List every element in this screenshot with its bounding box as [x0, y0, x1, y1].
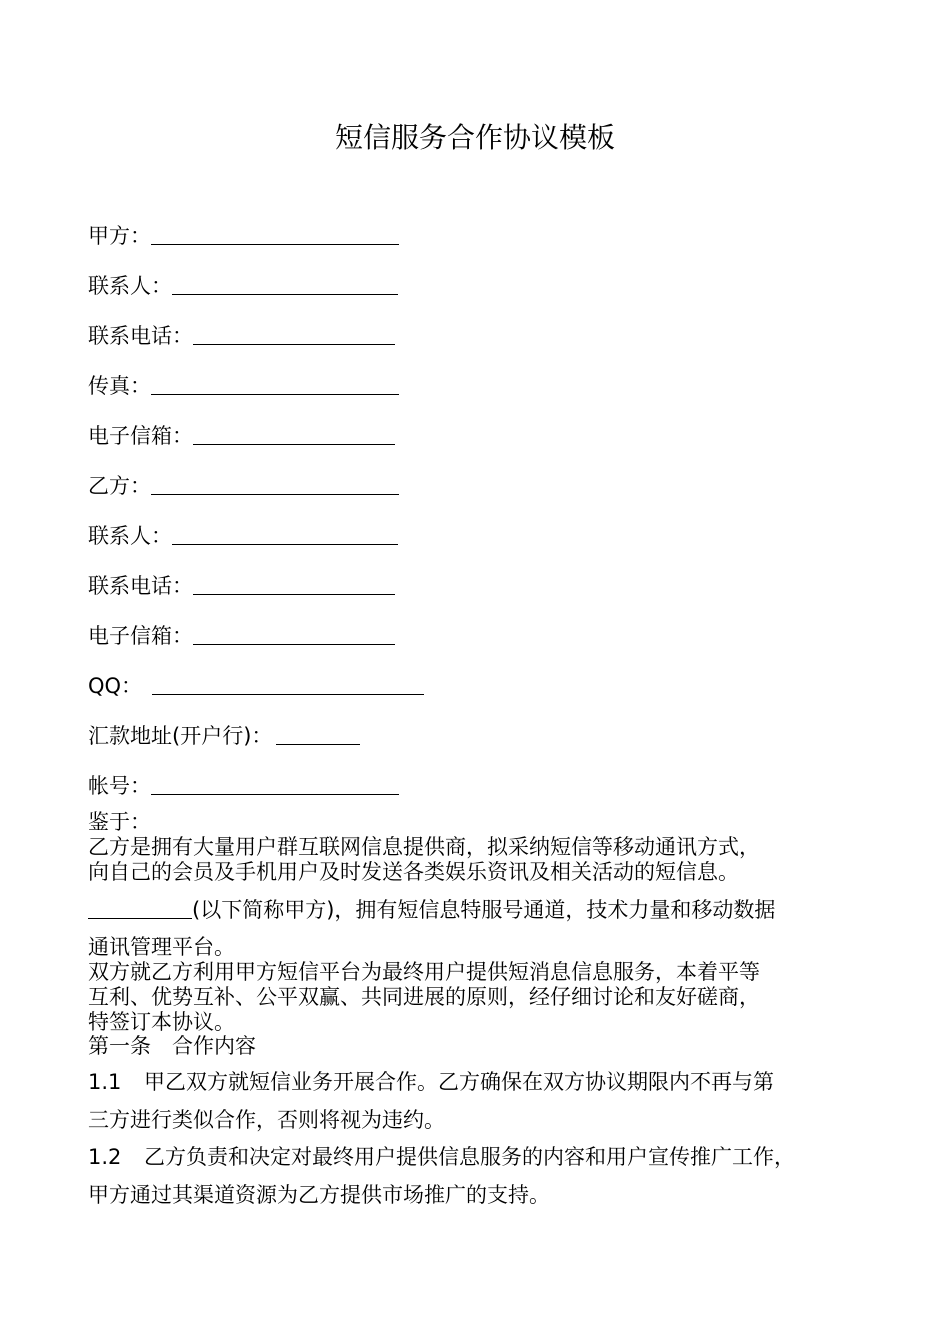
- fill-in-line[interactable]: [193, 572, 395, 595]
- fill-in-line[interactable]: [193, 622, 395, 645]
- paragraph-line: 双方就乙方利用甲方短信平台为最终用户提供短消息信息服务，本着平等: [88, 960, 760, 984]
- field-label: 甲方：: [88, 224, 151, 248]
- field-label: 联系电话：: [88, 324, 193, 348]
- field-label: 联系人：: [88, 524, 172, 548]
- fill-in-line[interactable]: [151, 222, 399, 245]
- document-title: 短信服务合作协议模板: [334, 121, 615, 154]
- clause-text: 乙方负责和决定对最终用户提供信息服务的内容和用户宣传推广工作，: [144, 1145, 795, 1169]
- paragraph-line: 特签订本协议。: [88, 1010, 235, 1034]
- clause-1-1: [88, 1070, 878, 1095]
- fill-in-line[interactable]: [151, 772, 399, 795]
- fill-in-line[interactable]: [276, 722, 360, 745]
- article-heading: 第一条 合作内容: [88, 1034, 256, 1058]
- paragraph-line: 乙方是拥有大量用户群互联网信息提供商，拟采纳短信等移动通讯方式，: [88, 835, 760, 859]
- paragraph-text: (以下简称甲方)，拥有短信息特服号通道，技术力量和移动数据: [192, 898, 776, 922]
- fill-in-line[interactable]: [172, 272, 398, 295]
- field-label: 帐号：: [88, 774, 151, 798]
- paragraph-line: 互利、优势互补、公平双赢、共同进展的原则，经仔细讨论和友好磋商，: [88, 985, 760, 1009]
- whereas-heading: 鉴于：: [88, 810, 151, 834]
- field-label: 联系电话：: [88, 574, 193, 598]
- field-email-b: [88, 622, 395, 650]
- clause-number: 1.1: [88, 1070, 122, 1094]
- paragraph-line: 向自己的会员及手机用户及时发送各类娱乐资讯及相关活动的短信息。: [88, 860, 739, 884]
- field-account: [88, 772, 399, 800]
- fill-in-line[interactable]: [193, 422, 395, 445]
- fill-in-line[interactable]: [88, 896, 192, 919]
- clause-text: 甲乙双方就短信业务开展合作。乙方确保在双方协议期限内不再与第: [144, 1070, 774, 1094]
- field-phone-b: [88, 572, 395, 600]
- field-fax-a: [88, 372, 399, 400]
- fill-in-line[interactable]: [193, 322, 395, 345]
- field-bank-address: [88, 722, 360, 750]
- fill-in-line[interactable]: [152, 672, 424, 695]
- paragraph-line: 三方进行类似合作，否则将视为违约。: [88, 1108, 445, 1132]
- fill-in-line[interactable]: [151, 472, 399, 495]
- field-label: 传真：: [88, 374, 151, 398]
- field-label: 汇款地址(开户行)：: [88, 724, 273, 748]
- field-label: QQ：: [88, 674, 143, 698]
- paragraph-line: 通讯管理平台。: [88, 935, 235, 959]
- field-phone-a: [88, 322, 395, 350]
- field-qq: [88, 672, 424, 700]
- field-email-a: [88, 422, 395, 450]
- field-party-b: [88, 472, 399, 500]
- clause-1-2: [88, 1145, 878, 1170]
- field-contact-a: [88, 272, 398, 300]
- fill-in-line[interactable]: [172, 522, 398, 545]
- field-contact-b: [88, 522, 398, 550]
- field-label: 电子信箱：: [88, 624, 193, 648]
- fill-in-line[interactable]: [151, 372, 399, 395]
- clause-number: 1.2: [88, 1145, 122, 1169]
- field-label: 电子信箱：: [88, 424, 193, 448]
- paragraph-line: 甲方通过其渠道资源为乙方提供市场推广的支持。: [88, 1183, 550, 1207]
- field-label: 乙方：: [88, 474, 151, 498]
- party-a-intro-line: [88, 896, 878, 923]
- field-label: 联系人：: [88, 274, 172, 298]
- field-party-a: [88, 222, 399, 250]
